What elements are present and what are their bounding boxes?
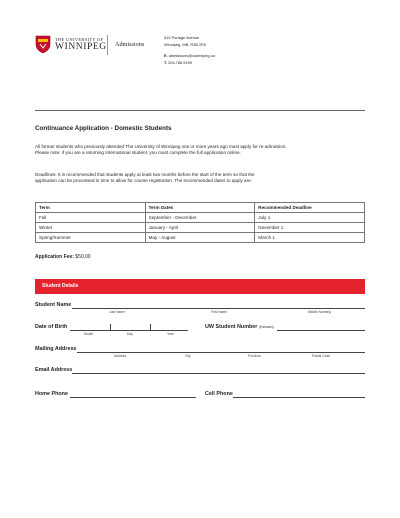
deadline-paragraph xyxy=(35,172,365,185)
table-row xyxy=(36,213,365,223)
email-value: admissions@uwinnipeg.ca xyxy=(168,53,215,58)
last-name-caption: Last Name xyxy=(109,310,125,314)
application-fee xyxy=(35,254,91,260)
header-rule xyxy=(35,110,365,111)
table-cell: Fall xyxy=(36,213,146,223)
deadline-line-2: application can be processed in time to allow for course registration. The recommended dates to apply are: xyxy=(35,178,252,184)
table-cell: May - August xyxy=(145,233,255,243)
fee-value: $50.00 xyxy=(75,254,91,260)
address-caption: Address xyxy=(114,354,127,358)
city-caption: City xyxy=(185,354,191,358)
table-cell: July 1 xyxy=(255,213,365,223)
table-header-cell: Term xyxy=(36,203,146,213)
home-phone-label: Home Phone xyxy=(35,391,68,397)
email-label: E. xyxy=(164,53,168,58)
intro-paragraph xyxy=(35,144,365,157)
student-name-field[interactable] xyxy=(72,308,365,309)
intro-line-2: Please note: if you are a returning International student, you must complete the full application online. xyxy=(35,150,241,156)
dob-divider xyxy=(110,324,111,330)
dob-divider xyxy=(150,324,151,330)
email-address-field[interactable] xyxy=(72,373,365,374)
middle-names-caption: Middle Name(s) xyxy=(308,310,332,314)
address-line-1: 515 Portage Avenue xyxy=(164,35,200,40)
month-caption: Month xyxy=(84,332,94,336)
day-caption: Day xyxy=(127,332,133,336)
dob-label: Date of Birth xyxy=(35,324,68,330)
mailing-address-label: Mailing Address xyxy=(35,346,77,352)
uw-number-label xyxy=(205,324,274,330)
province-caption: Province xyxy=(248,354,261,358)
contact-phone xyxy=(164,60,192,65)
address-line-2: Winnipeg, MB, R3B 2E9 xyxy=(164,42,206,47)
table-header-cell: Term Dates xyxy=(145,203,255,213)
fee-label: Application Fee: xyxy=(35,254,74,260)
section-title: Student Details xyxy=(42,283,79,289)
department-name: Admissions xyxy=(115,41,145,48)
table-cell: September - December xyxy=(145,213,255,223)
student-details-header xyxy=(35,279,365,294)
university-name: WINNIPEG xyxy=(55,42,107,52)
uw-number-note: (if known) xyxy=(258,325,274,329)
postal-code-caption: Postal Code xyxy=(312,354,330,358)
deadlines-table xyxy=(35,202,365,243)
university-name-small: THE UNIVERSITY OF xyxy=(55,37,104,42)
university-crest-logo xyxy=(35,35,51,54)
student-name-label: Student Name xyxy=(35,302,72,308)
email-address-label: Email Address xyxy=(35,367,73,373)
form-title: Continuance Application - Domestic Students xyxy=(35,125,172,132)
cell-phone-label: Cell Phone xyxy=(205,391,233,397)
header-divider xyxy=(107,35,108,55)
home-phone-field[interactable] xyxy=(70,397,196,398)
table-cell: January - April xyxy=(145,223,255,233)
table-cell: November 1 xyxy=(255,223,365,233)
table-cell: Winter xyxy=(36,223,146,233)
deadline-line-1: Deadlines: It is recommended that students apply at least two months before the start of the term so that the xyxy=(35,172,255,177)
phone-label: T. xyxy=(164,60,168,65)
intro-line-1: All former students who previously attended The University of Winnipeg one or more years ago must apply for re-admission. xyxy=(35,144,287,149)
table-row xyxy=(36,233,365,243)
contact-email xyxy=(164,53,215,58)
uw-number-text: UW Student Number xyxy=(205,324,258,330)
first-name-caption: First Name xyxy=(211,310,228,314)
dob-field[interactable] xyxy=(70,330,188,331)
table-cell: Spring/Summer xyxy=(36,233,146,243)
table-header-cell: Recommended Deadline xyxy=(255,203,365,213)
uw-number-field[interactable] xyxy=(277,330,365,331)
table-row xyxy=(36,223,365,233)
cell-phone-field[interactable] xyxy=(233,397,365,398)
table-header-row xyxy=(36,203,365,213)
year-caption: Year xyxy=(167,332,174,336)
phone-value: 204.786.9159 xyxy=(168,60,192,65)
mailing-address-field[interactable] xyxy=(77,352,365,353)
table-cell: March 1 xyxy=(255,233,365,243)
